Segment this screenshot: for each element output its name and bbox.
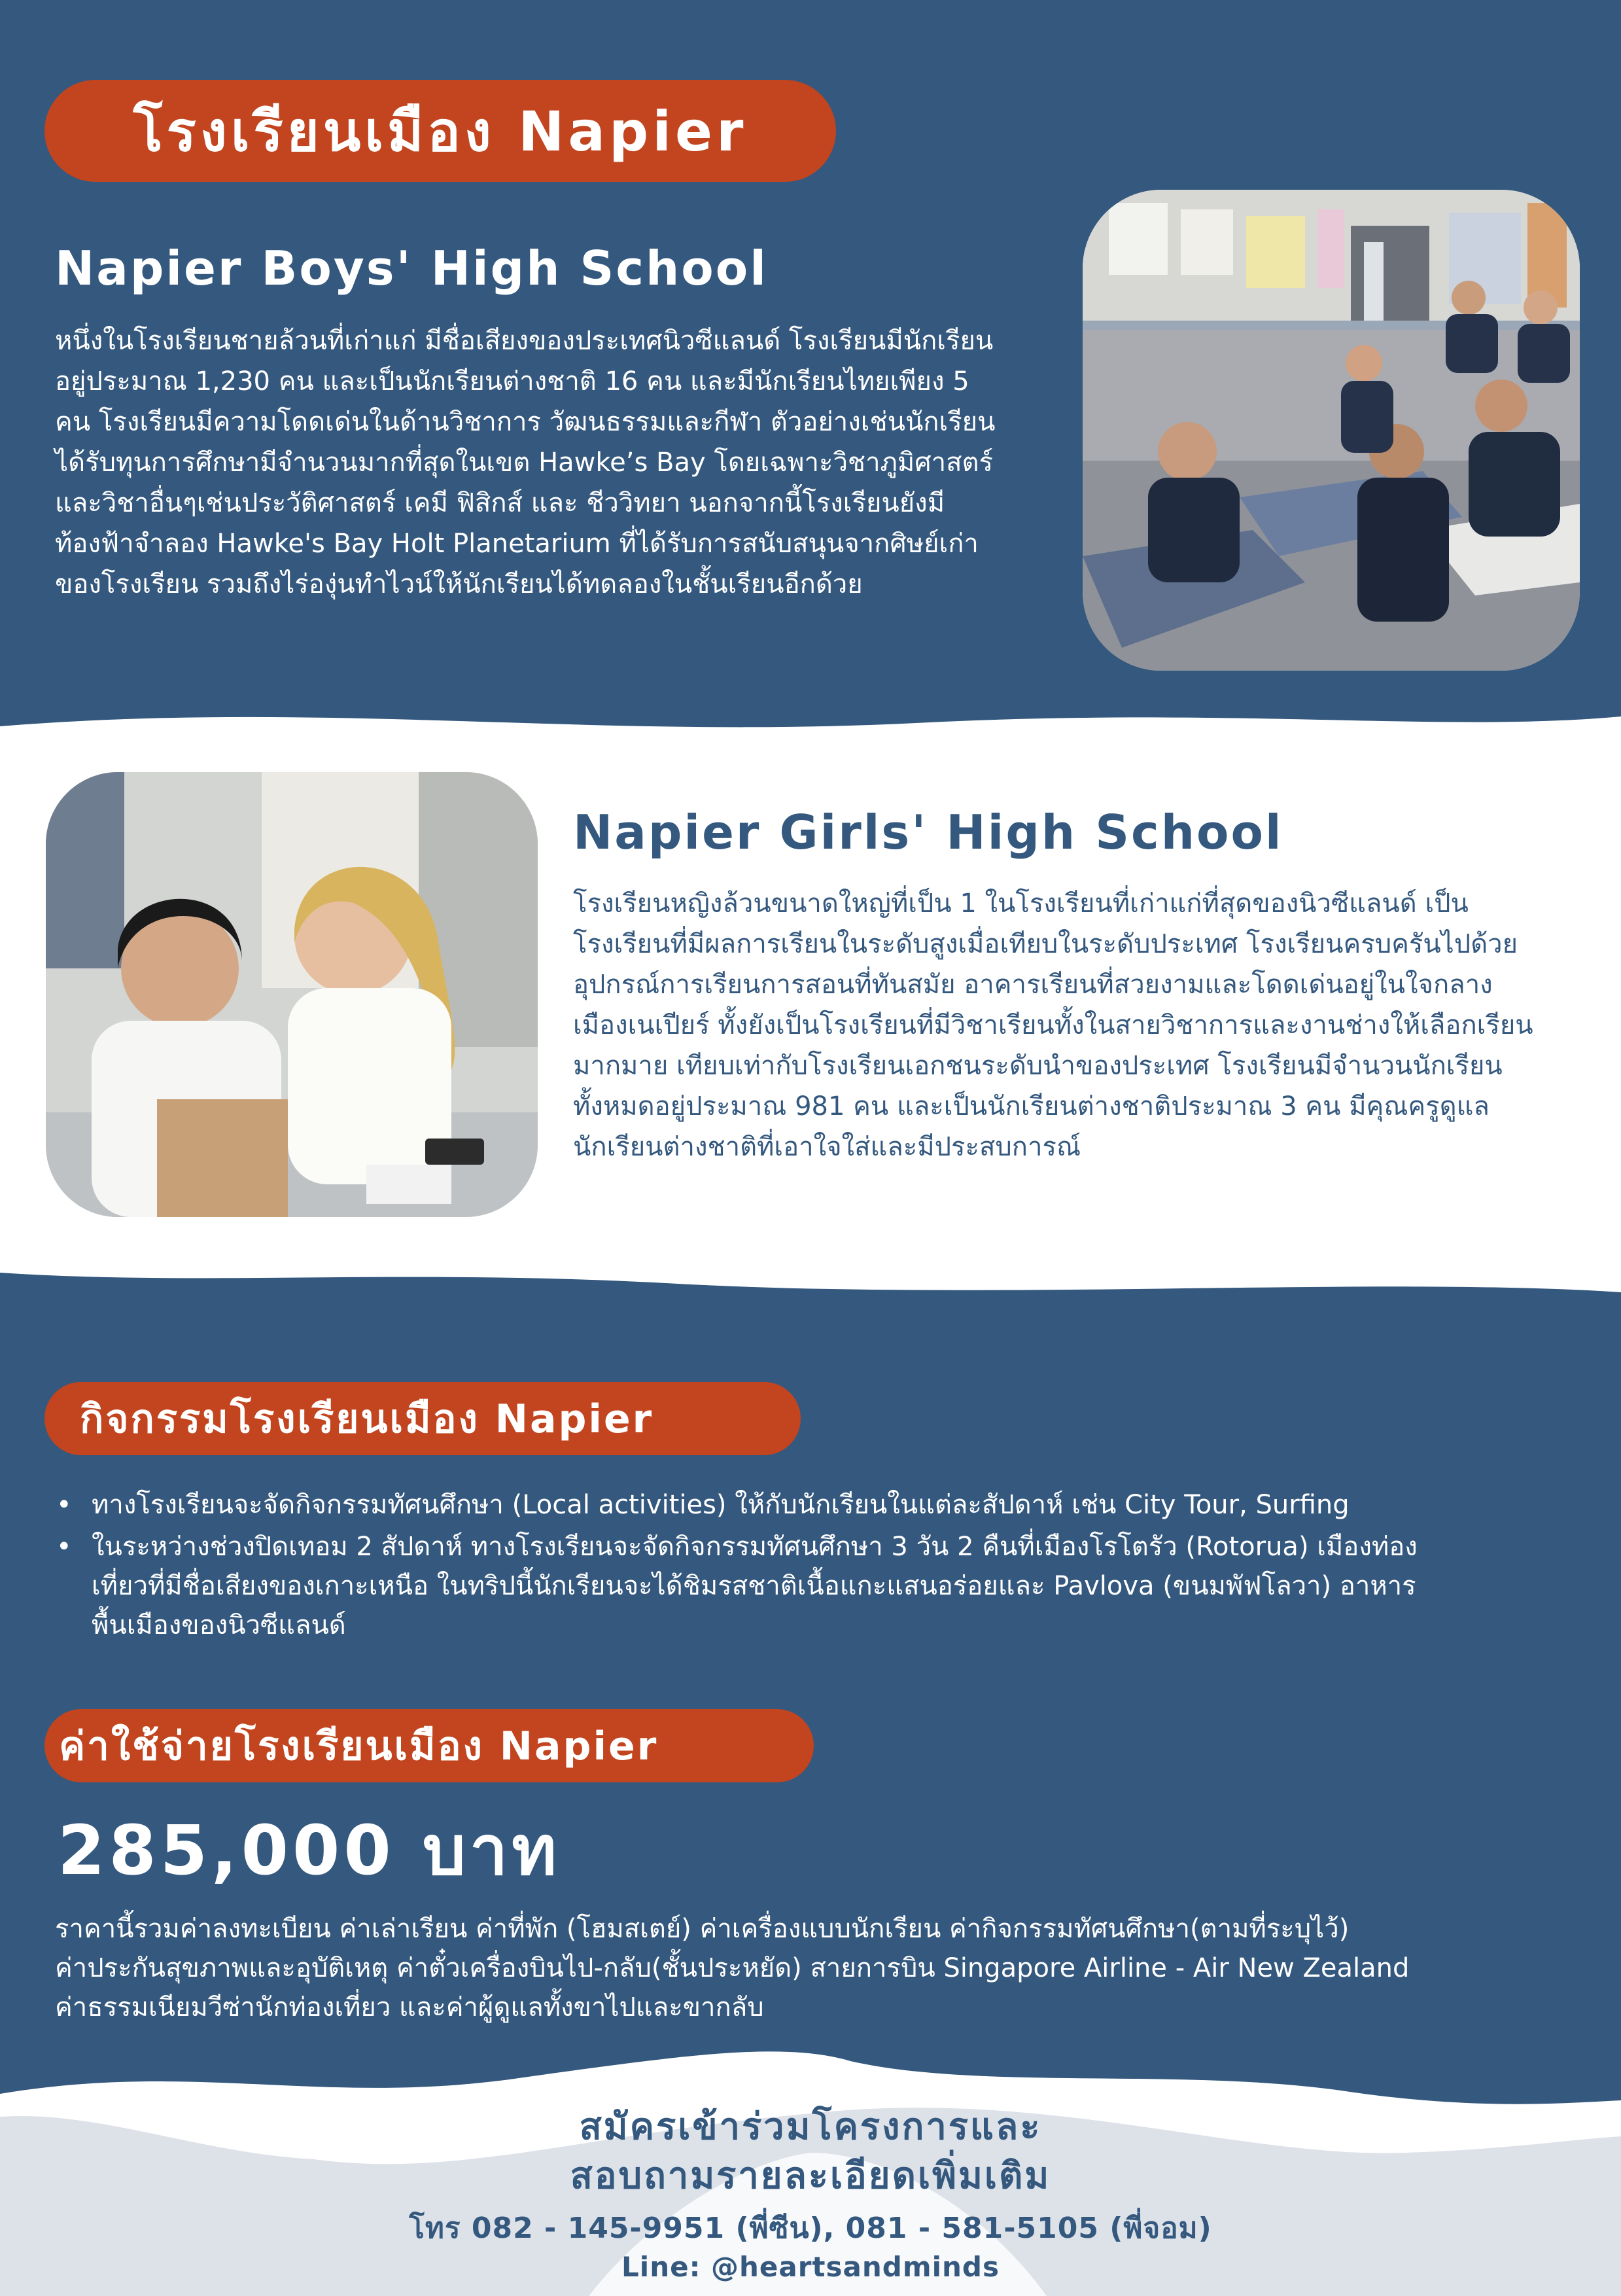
- activities-heading: กิจกรรมโรงเรียนเมือง Napier: [80, 1396, 654, 1442]
- bullet-icon: •: [56, 1490, 72, 1520]
- bullet-icon: •: [56, 1532, 72, 1562]
- boys-school-line: อยู่ประมาณ 1,230 คน และเป็นนักเรียนต่างชาติ 16 คน และมีนักเรียนไทยเพียง 5: [55, 366, 969, 397]
- girls-school-title: Napier Girls' High School: [573, 805, 1283, 860]
- footer-cta-line1: สมัครเข้าร่วมโครงการและ: [579, 2106, 1042, 2148]
- activity-line: พื้นเมืองของนิวซีแลนด์: [92, 1610, 346, 1640]
- boys-school-title: Napier Boys' High School: [55, 241, 768, 296]
- girls-school-line: นักเรียนต่างชาติที่เอาใจใส่และมีประสบการณ์: [573, 1132, 1081, 1162]
- footer-line-id: Line: @heartsandminds: [621, 2251, 1000, 2283]
- cost-heading-banner: [44, 1709, 814, 1782]
- price: 285,000 บาท: [58, 1810, 561, 1890]
- girls-school-line: มากมาย เทียบเท่ากับโรงเรียนเอกชนระดับนำของประเทศ โรงเรียนมีจำนวนนักเรียน: [573, 1051, 1503, 1081]
- boys-classroom-photo: [1083, 190, 1580, 671]
- girls-school-line: อุปกรณ์การเรียนการสอนที่ทันสมัย อาคารเรียนที่สวยงามและโดดเด่นอยู่ในใจกลาง: [573, 970, 1493, 1000]
- girls-school-line: ทั้งหมดอยู่ประมาณ 981 คน และเป็นนักเรียนต่างชาติประมาณ 3 คน มีคุณครูดูแล: [573, 1091, 1490, 1122]
- boys-school-line: ของโรงเรียน รวมถึงไร่องุ่นทำไวน์ให้นักเรียนได้ทดลองในชั้นเรียนอีกด้วย: [55, 569, 863, 599]
- activity-line: ทางโรงเรียนจะจัดกิจกรรมทัศนศึกษา (Local activities) ให้กับนักเรียนในแต่ละสัปดาห์ เช่น City Tour, Surfing: [92, 1490, 1350, 1520]
- boys-school-line: และวิชาอื่นๆเช่นประวัติศาสตร์ เคมี ฟิสิกส์ และ ชีววิทยา นอกจากนี้โรงเรียนยังมี: [55, 488, 945, 518]
- cost-line: ค่าธรรมเนียมวีซ่านักท่องเที่ยว และค่าผู้ดูแลทั้งขาไปและขากลับ: [55, 1992, 764, 2022]
- header-banner-title: โรงเรียนเมือง Napier: [133, 99, 748, 164]
- boys-school-description: [55, 321, 1075, 605]
- activity-item: [52, 1527, 1557, 1645]
- girls-school-description: [573, 883, 1594, 1167]
- cost-details: [55, 1909, 1592, 2027]
- cost-line: ราคานี้รวมค่าลงทะเบียน ค่าเล่าเรียน ค่าที่พัก (โฮมสเตย์) ค่าเครื่องแบบนักเรียน ค่ากิจกรรมทัศนศึกษา(ตามที่ระบุไว้): [55, 1914, 1350, 1944]
- activities-heading-banner: [44, 1382, 801, 1455]
- cost-heading: ค่าใช้จ่ายโรงเรียนเมือง Napier: [59, 1723, 659, 1769]
- footer-phone: โทร 082 - 145-9951 (พี่ซีน), 081 - 581-5105 (พี่จอม): [409, 2212, 1212, 2245]
- activities-list: [52, 1485, 1557, 1648]
- activity-line: เที่ยวที่มีชื่อเสียงของเกาะเหนือ ในทริปนี้นักเรียนจะได้ชิมรสชาติเนื้อแกะแสนอร่อยและ Pavlova (ขนมพัฟโลวา) อาหาร: [92, 1571, 1416, 1601]
- boys-school-line: ได้รับทุนการศึกษามีจำนวนมากที่สุดในเขต Hawke’s Bay โดยเฉพาะวิชาภูมิศาสตร์: [55, 448, 994, 478]
- boys-school-line: ท้องฟ้าจำลอง Hawke's Bay Holt Planetarium ที่ได้รับการสนับสนุนจากศิษย์เก่า: [55, 529, 979, 559]
- girls-school-line: โรงเรียนที่มีผลการเรียนในระดับสูงเมื่อเทียบในระดับประเทศ โรงเรียนครบครันไปด้วย: [573, 929, 1518, 959]
- girls-school-line: โรงเรียนหญิงล้วนขนาดใหญ่ที่เป็น 1 ในโรงเรียนที่เก่าแก่ที่สุดของนิวซีแลนด์ เป็น: [573, 889, 1469, 919]
- footer-cta-line2: สอบถามรายละเอียดเพิ่มเติม: [570, 2155, 1051, 2197]
- header-banner: [44, 80, 836, 182]
- boys-school-line: คน โรงเรียนมีความโดดเด่นในด้านวิชาการ วัฒนธรรมและกีฬา ตัวอย่างเช่นนักเรียน: [55, 407, 996, 437]
- girls-school-line: เมืองเนเปียร์ ทั้งยังเป็นโรงเรียนที่มีวิชาเรียนทั้งในสายวิชาการและงานช่างให้เลือกเรียน: [573, 1010, 1533, 1040]
- activity-line: ในระหว่างช่วงปิดเทอม 2 สัปดาห์ ทางโรงเรียนจะจัดกิจกรรมทัศนศึกษา 3 วัน 2 คืนที่เมืองโรโตรัว (Rotorua) เมืองท่อง: [92, 1532, 1418, 1562]
- cost-line: ค่าประกันสุขภาพและอุบัติเหตุ ค่าตั๋วเครื่องบินไป-กลับ(ชั้นประหยัด) สายการบิน Singapore Airline - Air New Zealand: [55, 1953, 1410, 1983]
- boys-school-line: หนึ่งในโรงเรียนชายล้วนที่เก่าแก่ มีชื่อเสียงของประเทศนิวซีแลนด์ โรงเรียนมีนักเรียน: [55, 326, 994, 356]
- activity-item: [52, 1485, 1557, 1525]
- girls-students-photo: [46, 772, 538, 1217]
